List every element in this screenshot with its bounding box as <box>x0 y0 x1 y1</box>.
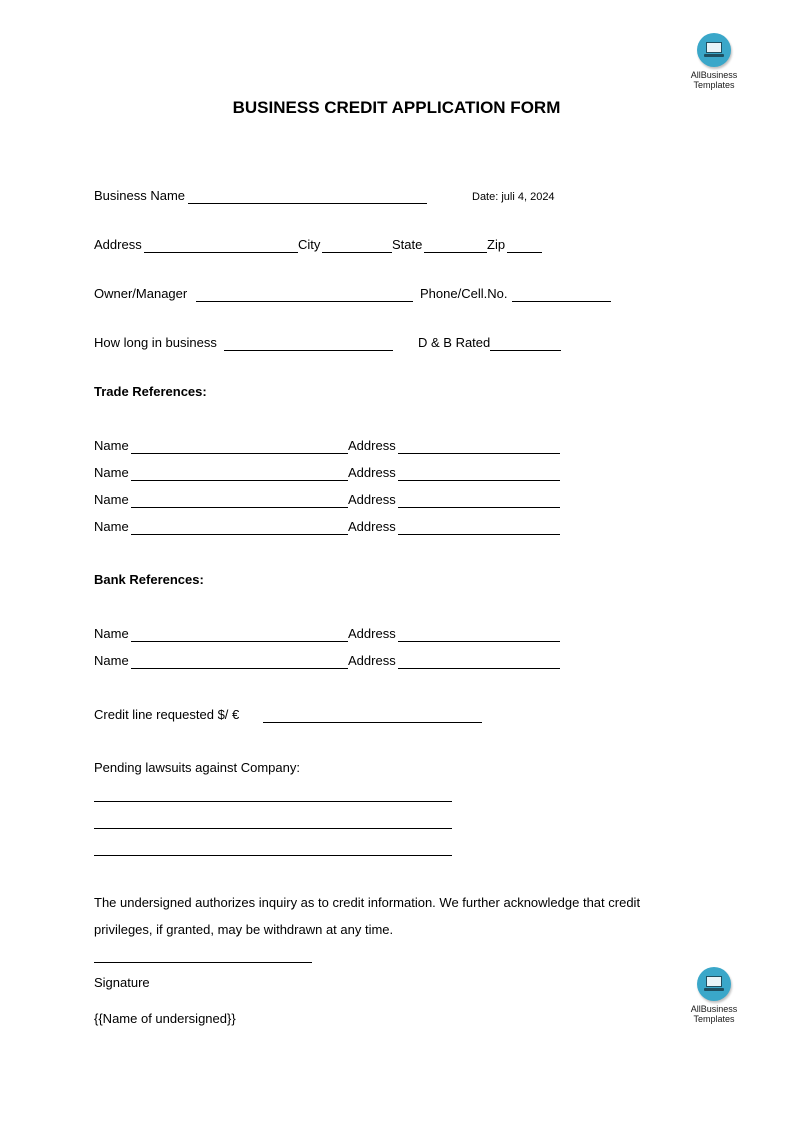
trade-ref-name-label: Name <box>94 465 129 480</box>
db-rated-field[interactable] <box>490 350 561 351</box>
how-long-label: How long in business <box>94 335 217 350</box>
trade-ref-name-label: Name <box>94 438 129 453</box>
signature-label: Signature <box>94 975 150 990</box>
trade-ref-address-field[interactable] <box>398 507 560 508</box>
logo-text <box>683 70 745 90</box>
pending-lawsuits-label: Pending lawsuits against Company: <box>94 760 300 775</box>
undersigned-name: {{Name of undersigned}} <box>94 1011 236 1026</box>
zip-label: Zip <box>487 237 506 252</box>
trade-ref-address-label: Address <box>348 465 396 480</box>
bank-ref-name-field[interactable] <box>131 641 348 642</box>
trade-ref-address-field[interactable] <box>398 534 560 535</box>
bank-references-heading: Bank References: <box>94 572 204 587</box>
trade-ref-name-field[interactable] <box>131 480 348 481</box>
state-label: State <box>392 237 423 252</box>
laptop-icon <box>697 967 731 1001</box>
trade-ref-address-field[interactable] <box>398 453 560 454</box>
authorization-line-2: privileges, if granted, may be withdrawn at any time. <box>94 922 394 937</box>
logo-line1: AllBusiness <box>690 1004 738 1014</box>
trade-references-heading: Trade References: <box>94 384 207 399</box>
trade-ref-address-label: Address <box>348 438 396 453</box>
bank-ref-address-field[interactable] <box>398 668 560 669</box>
trade-ref-address-label: Address <box>348 492 396 507</box>
db-rated-label: D & B Rated <box>418 335 491 350</box>
lawsuits-line-2[interactable] <box>94 828 452 829</box>
trade-ref-name-field[interactable] <box>131 453 348 454</box>
bank-ref-name-field[interactable] <box>131 668 348 669</box>
owner-manager-field[interactable] <box>196 301 413 302</box>
lawsuits-line-3[interactable] <box>94 855 452 856</box>
logo-top <box>683 33 745 90</box>
authorization-line-1: The undersigned authorizes inquiry as to credit information. We further acknowledge that credit <box>94 895 641 910</box>
phone-field[interactable] <box>512 301 611 302</box>
page-title: BUSINESS CREDIT APPLICATION FORM <box>232 98 561 117</box>
bank-ref-name-label: Name <box>94 626 129 641</box>
logo-line2: Templates <box>693 1014 735 1024</box>
signature-line[interactable] <box>94 962 312 963</box>
credit-line-field[interactable] <box>263 722 482 723</box>
bank-ref-address-label: Address <box>348 626 396 641</box>
date-label: Date: juli 4, 2024 <box>472 191 555 203</box>
business-name-label: Business Name <box>94 188 186 203</box>
bank-ref-address-label: Address <box>348 653 396 668</box>
trade-ref-address-label: Address <box>348 519 396 534</box>
trade-ref-address-field[interactable] <box>398 480 560 481</box>
lawsuits-line-1[interactable] <box>94 801 452 802</box>
trade-ref-name-label: Name <box>94 519 129 534</box>
state-field[interactable] <box>424 252 487 253</box>
zip-field[interactable] <box>507 252 542 253</box>
owner-manager-label: Owner/Manager <box>94 286 188 301</box>
address-field[interactable] <box>144 252 298 253</box>
trade-ref-name-label: Name <box>94 492 129 507</box>
bank-ref-name-label: Name <box>94 653 129 668</box>
bank-ref-address-field[interactable] <box>398 641 560 642</box>
trade-ref-name-field[interactable] <box>131 507 348 508</box>
credit-line-label: Credit line requested $/ € <box>94 707 240 722</box>
how-long-field[interactable] <box>224 350 393 351</box>
logo-bottom <box>683 967 745 1024</box>
logo-line1: AllBusiness <box>690 70 738 80</box>
logo-line2: Templates <box>693 80 735 90</box>
logo-text <box>683 1004 745 1024</box>
address-label: Address <box>94 237 142 252</box>
phone-label: Phone/Cell.No. <box>420 286 508 301</box>
business-name-field[interactable] <box>188 203 427 204</box>
city-field[interactable] <box>322 252 392 253</box>
trade-ref-name-field[interactable] <box>131 534 348 535</box>
laptop-icon <box>697 33 731 67</box>
city-label: City <box>298 237 321 252</box>
